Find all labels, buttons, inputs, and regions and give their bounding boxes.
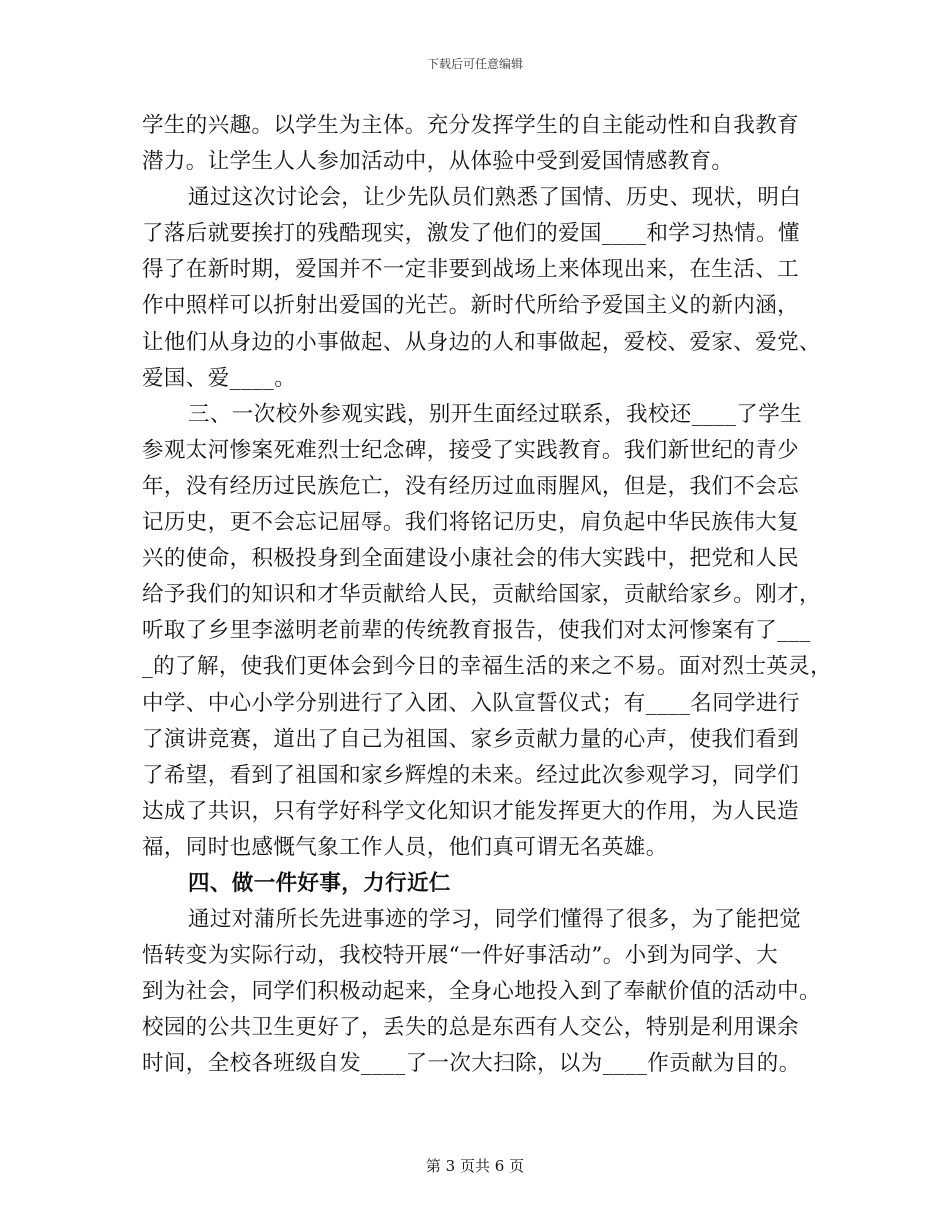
text-line: 爱国、爱____。 xyxy=(142,365,297,391)
document-body xyxy=(142,108,833,1083)
text-line: 校园的公共卫生更好了，丢失的总是东西有人交公，特别是利用课余 xyxy=(142,1015,800,1041)
text-line: 时间，全校各班级自发____了一次大扫除，以为____作贡献为目的。 xyxy=(142,1051,801,1077)
text-line: 记历史，更不会忘记屈辱。我们将铭记历史，肩负起中华民族伟大复 xyxy=(142,510,800,536)
text-line: 兴的使命，积极投身到全面建设小康社会的伟大实践中，把党和人民 xyxy=(142,546,800,572)
section-four-heading: 四、做一件好事，力行近仁 xyxy=(188,870,451,896)
text-line: 达成了共识，只有学好科学文化知识才能发挥更大的作用，为人民造 xyxy=(142,798,800,824)
text-line: 参观太河惨案死难烈士纪念碑，接受了实践教育。我们新世纪的青少 xyxy=(142,437,800,463)
page-header: 下载后可任意编辑 xyxy=(426,57,523,71)
text-line: 了演讲竞赛，道出了自己为祖国、家乡贡献力量的心声，使我们看到 xyxy=(142,726,800,752)
text-line: 给予我们的知识和才华贡献给人民，贡献给国家，贡献给家乡。刚才， xyxy=(142,582,821,608)
text-line: 学生的兴趣。以学生为主体。充分发挥学生的自主能动性和自我教育 xyxy=(142,113,800,138)
paragraph-start: 通过对蒲所长先进事迹的学习，同学们懂得了很多，为了能把觉 xyxy=(188,907,802,933)
text-line: 得了在新时期，爱国并不一定非要到战场上来体现出来，在生活、工 xyxy=(142,257,800,283)
text-line: 年，没有经历过民族危亡，没有经历过血雨腥风，但是，我们不会忘 xyxy=(142,473,800,499)
text-line: 悟转变为实际行动，我校特开展“一件好事活动”。小到为同学、大 xyxy=(142,943,778,969)
text-line: _的了解，使我们更体会到今日的幸福生活的来之不易。面对烈士英灵， xyxy=(142,654,833,680)
text-line: 听取了乡里李滋明老前辈的传统教育报告，使我们对太河惨案有了___ xyxy=(142,618,811,644)
text-line: 潜力。让学生人人参加活动中，从体验中受到爱国情感教育。 xyxy=(142,149,734,175)
paragraph-start: 通过这次讨论会，让少先队员们熟悉了国情、历史、现状，明白 xyxy=(188,185,802,211)
text-line: 福，同时也感慨气象工作人员，他们真可谓无名英雄。 xyxy=(142,834,668,860)
text-line: 到为社会，同学们积极动起来，全身心地投入到了奉献价值的活动中。 xyxy=(142,979,821,1005)
text-line: 作中照样可以折射出爱国的光芒。新时代所给予爱国主义的新内涵， xyxy=(142,293,800,319)
text-line: 了希望，看到了祖国和家乡辉煌的未来。经过此次参观学习，同学们 xyxy=(142,762,800,788)
text-line: 中学、中心小学分别进行了入团、入队宣誓仪式；有____名同学进行 xyxy=(142,690,800,716)
text-line: 了落后就要挨打的残酷现实，激发了他们的爱国____和学习热情。懂 xyxy=(142,221,800,247)
section-three-start: 三、一次校外参观实践，别开生面经过联系，我校还____了学生 xyxy=(188,401,803,427)
page-footer: 第 3 页共 6 页 xyxy=(425,1157,525,1175)
text-line: 让他们从身边的小事做起、从身边的人和事做起，爱校、爱家、爱党、 xyxy=(142,329,821,355)
